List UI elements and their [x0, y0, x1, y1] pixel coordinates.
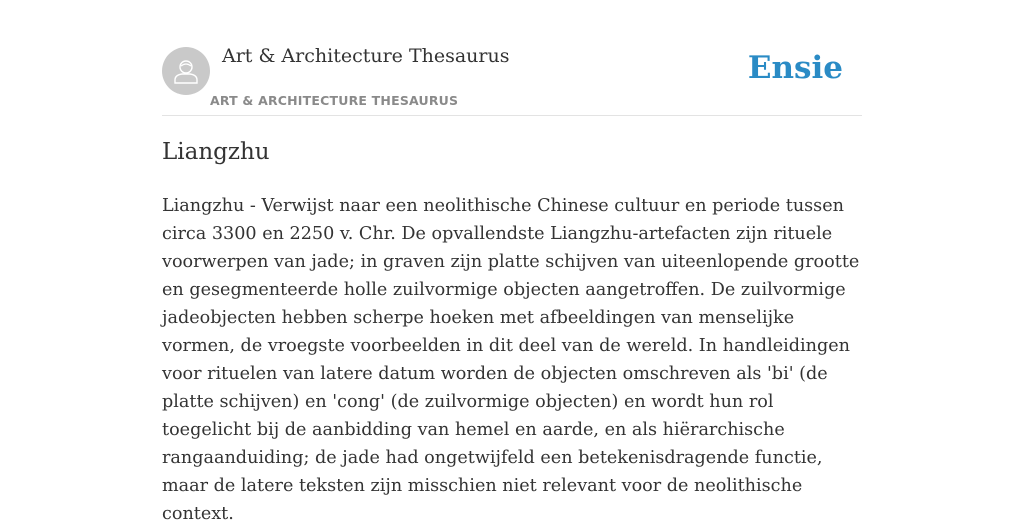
definition-text: Liangzhu - Verwijst naar een neolithische Chinese cultuur en periode tussen circa 3300 en 2250 v. Chr. De opvallendste Liangzhu-artefacten zijn rituele voorwerpen van jade; in graven zijn platte schijven van uiteenlopende grootte en gesegmenteerde holle zuilvormige objecten aangetroffen. De zuilvormige jadeobjecten hebben scherpe hoeken met afbeeldingen van menselijke vormen, de vroegste voorbeelden in dit deel van de wereld. In handleidingen voor rituelen van latere datum worden de objecten omschreven als 'bi' (de platte schijven) en 'cong' (de zuilvormige objecten) en wordt hun rol toegelicht bij de aanbidding van hemel en aarde, en als hiërarchische rangaanduiding; de jade had ongetwijfeld een betekenisdragende functie, maar de latere teksten zijn misschien niet relevant voor de neolithische context. [162, 196, 860, 524]
user-icon [171, 56, 201, 86]
source-title[interactable]: Art & Architecture Thesaurus [222, 45, 510, 67]
header [162, 0, 862, 116]
source-subtitle[interactable]: ART & ARCHITECTURE THESAURUS [210, 93, 459, 108]
page-title: Liangzhu [162, 139, 270, 165]
avatar[interactable] [162, 47, 210, 95]
ensie-logo[interactable]: Ensie [747, 50, 843, 86]
